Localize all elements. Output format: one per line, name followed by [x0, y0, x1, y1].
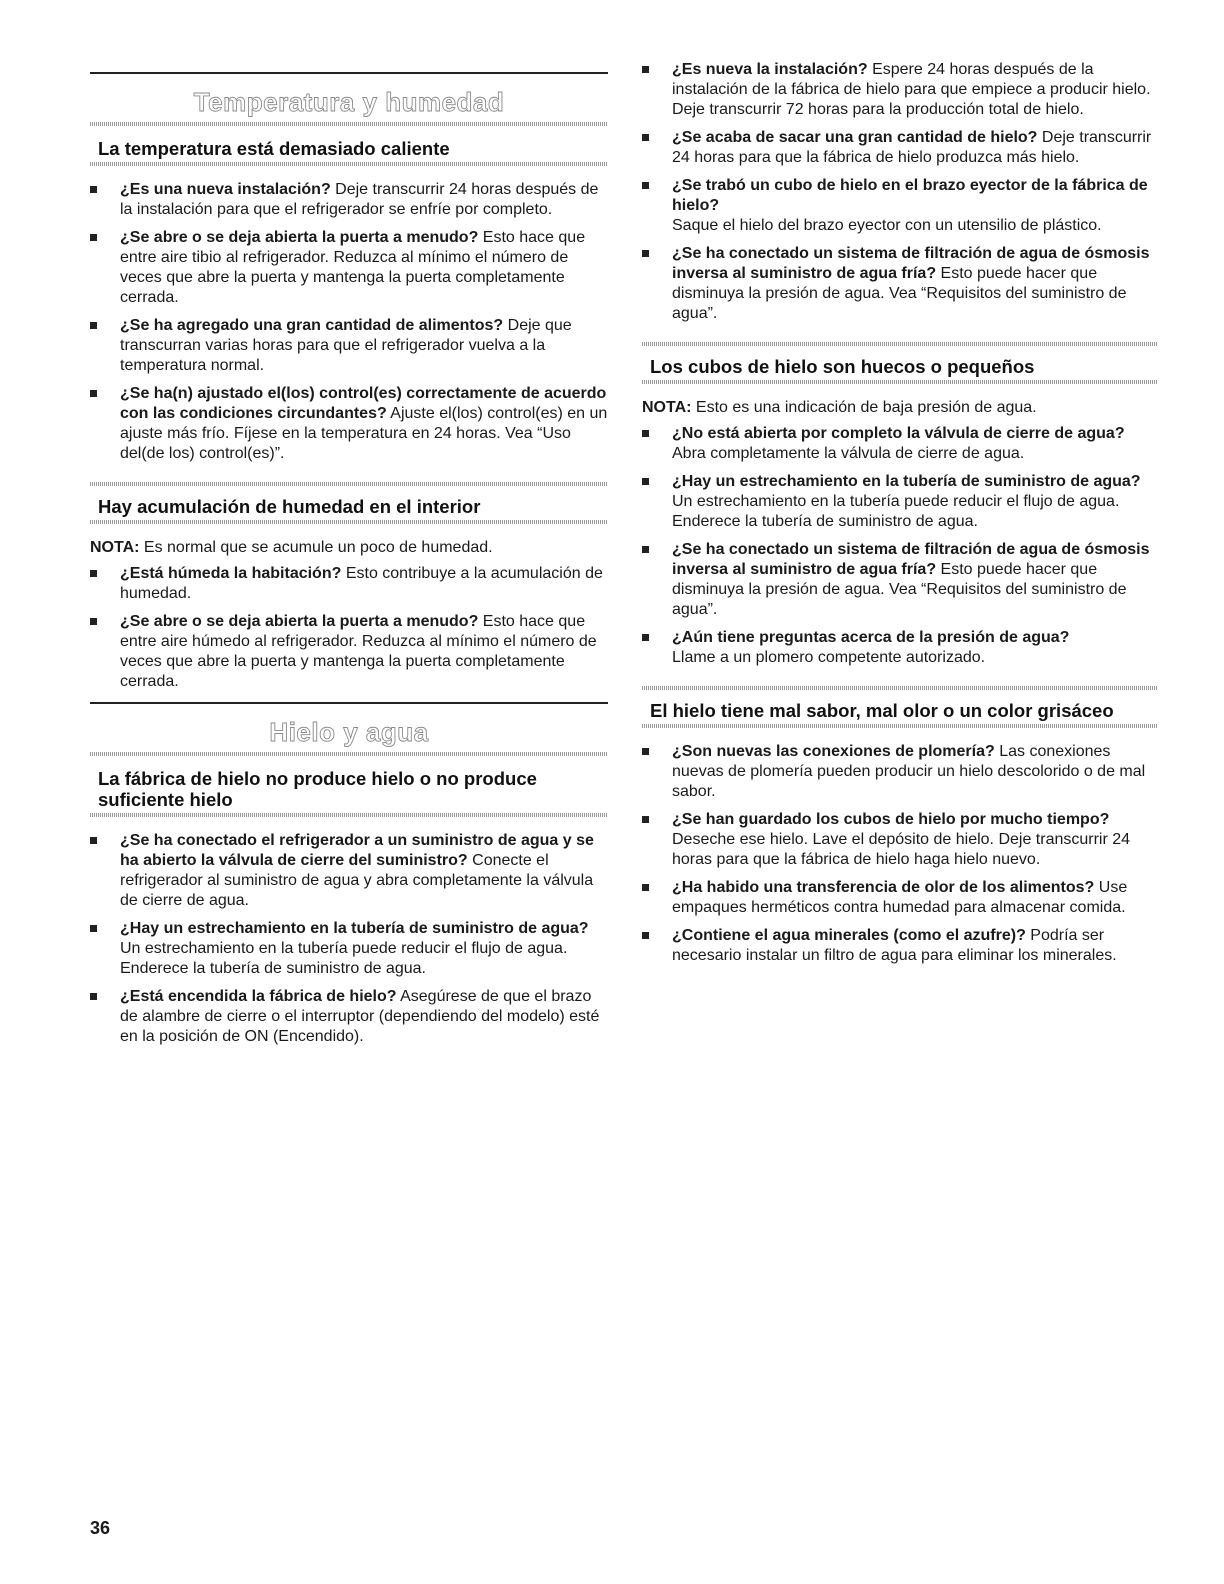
hatch-divider: [642, 724, 1157, 728]
list-item: ¿Se han guardado los cubos de hielo por mucho tiempo? Deseche ese hielo. Lave el depósito de hielo. Deje transcurrir 24 horas para que la fábrica de hielo haga hielo nuevo.: [642, 810, 1157, 870]
bullet-icon: [642, 932, 649, 939]
troubleshooting-list: [90, 564, 608, 692]
list-item: ¿Está húmeda la habitación? Esto contribuye a la acumulación de humedad.: [90, 564, 608, 604]
subheading-fabrica-hielo: [90, 768, 608, 817]
bullet-icon: [642, 634, 649, 641]
subheading-title: Hay acumulación de humedad en el interior: [98, 496, 481, 517]
list-item: ¿Es una nueva instalación? Deje transcurrir 24 horas después de la instalación para que el refrigerador se enfríe por completo.: [90, 180, 608, 220]
bullet-icon: [90, 234, 97, 241]
bullet-icon: [90, 925, 97, 932]
troubleshooting-list: [90, 180, 608, 464]
bullet-icon: [90, 570, 97, 577]
bullet-icon: [642, 816, 649, 823]
bullet-icon: [90, 390, 97, 397]
list-item: ¿Contiene el agua minerales (como el azufre)? Podría ser necesario instalar un filtro de agua para eliminar los minerales.: [642, 926, 1157, 966]
list-item: ¿Se acaba de sacar una gran cantidad de hielo? Deje transcurrir 24 horas para que la fábrica de hielo produzca más hielo.: [642, 128, 1157, 168]
list-item: ¿Se trabó un cubo de hielo en el brazo eyector de la fábrica de hielo? Saque el hielo del brazo eyector con un utensilio de plástico.: [642, 176, 1157, 236]
section-title: Temperatura y humedad: [193, 87, 505, 117]
hatch-divider: [90, 752, 608, 756]
bullet-icon: [642, 546, 649, 553]
subheading-humedad-interior: [90, 482, 608, 524]
list-item: ¿Se ha conectado un sistema de filtración de agua de ósmosis inversa al suministro de agua fría? Esto puede hacer que disminuya la presión de agua. Vea “Requisitos del suministro de agua”.: [642, 244, 1157, 324]
hatch-divider: [90, 813, 608, 817]
section-banner-hielo-agua: [90, 702, 608, 756]
bullet-icon: [90, 837, 97, 844]
hatch-divider: [642, 380, 1157, 384]
bullet-icon: [642, 250, 649, 257]
list-item: ¿Ha habido una transferencia de olor de los alimentos? Use empaques herméticos contra humedad para almacenar comida.: [642, 878, 1157, 918]
section-banner-temperatura: [90, 72, 608, 126]
bullet-icon: [90, 186, 97, 193]
note: NOTA: Es normal que se acumule un poco de humedad.: [90, 539, 493, 556]
note: NOTA: Esto es una indicación de baja presión de agua.: [642, 399, 1037, 416]
list-item: ¿Hay un estrechamiento en la tubería de suministro de agua? Un estrechamiento en la tubería puede reducir el flujo de agua. Enderece la tubería de suministro de agua.: [90, 919, 608, 979]
list-item: ¿Se abre o se deja abierta la puerta a menudo? Esto hace que entre aire tibio al refrigerador. Reduzca al mínimo el número de veces que abre la puerta y mantenga la puerta completamente cerrada.: [90, 228, 608, 308]
right-column: [642, 60, 1157, 974]
bullet-icon: [90, 993, 97, 1000]
subheading-cubos-huecos: [642, 342, 1157, 384]
subheading-title: Los cubos de hielo son huecos o pequeños: [650, 356, 1035, 377]
subheading-temperatura-caliente: [90, 138, 608, 166]
bullet-icon: [90, 322, 97, 329]
bullet-icon: [642, 748, 649, 755]
list-item: ¿Se ha conectado un sistema de filtración de agua de ósmosis inversa al suministro de agua fría? Esto puede hacer que disminuya la presión de agua. Vea “Requisitos del suministro de agua”.: [642, 540, 1157, 620]
bullet-icon: [642, 884, 649, 891]
hatch-divider: [90, 482, 608, 486]
list-item: ¿Se ha agregado una gran cantidad de alimentos? Deje que transcurran varias horas para que el refrigerador vuelva a la temperatura normal.: [90, 316, 608, 376]
troubleshooting-list: [90, 831, 608, 1047]
hatch-divider: [90, 122, 608, 126]
list-item: ¿Se ha conectado el refrigerador a un suministro de agua y se ha abierto la válvula de cierre del suministro? Conecte el refrigerador al suministro de agua y abra completamente la válvula de cierre de agua.: [90, 831, 608, 911]
list-item: ¿Se ha(n) ajustado el(los) control(es) correctamente de acuerdo con las condiciones circundantes? Ajuste el(los) control(es) en un ajuste más frío. Fíjese en la temperatura en 24 horas. Vea “Uso del(de los) control(es)”.: [90, 384, 608, 464]
bullet-icon: [642, 430, 649, 437]
hatch-divider: [642, 686, 1157, 690]
troubleshooting-list: [642, 60, 1157, 324]
bullet-icon: [642, 182, 649, 189]
list-item: ¿Está encendida la fábrica de hielo? Asegúrese de que el brazo de alambre de cierre o el interruptor (dependiendo del modelo) esté en la posición de ON (Encendido).: [90, 987, 608, 1047]
page-number: 36: [90, 1518, 111, 1538]
list-item: ¿Hay un estrechamiento en la tubería de suministro de agua? Un estrechamiento en la tubería puede reducir el flujo de agua. Enderece la tubería de suministro de agua.: [642, 472, 1157, 532]
list-item: ¿Se abre o se deja abierta la puerta a menudo? Esto hace que entre aire húmedo al refrigerador. Reduzca al mínimo el número de veces que abre la puerta y mantenga la puerta completamente cerrada.: [90, 612, 608, 692]
hatch-divider: [642, 342, 1157, 346]
bullet-icon: [90, 618, 97, 625]
section-title: Hielo y agua: [269, 717, 429, 747]
list-item: ¿Es nueva la instalación? Espere 24 horas después de la instalación de la fábrica de hielo para que empiece a producir hielo. Deje transcurrir 72 horas para la producción total de hielo.: [642, 60, 1157, 120]
subheading-title: El hielo tiene mal sabor, mal olor o un color grisáceo: [650, 700, 1114, 721]
list-item: ¿Son nuevas las conexiones de plomería? Las conexiones nuevas de plomería pueden producir un hielo descolorido o de mal sabor.: [642, 742, 1157, 802]
troubleshooting-list: [642, 424, 1157, 668]
subheading-title: La temperatura está demasiado caliente: [98, 138, 450, 159]
hatch-divider: [90, 520, 608, 524]
hatch-divider: [90, 162, 608, 166]
list-item: ¿No está abierta por completo la válvula de cierre de agua? Abra completamente la válvula de cierre de agua.: [642, 424, 1157, 464]
bullet-icon: [642, 478, 649, 485]
bullet-icon: [642, 134, 649, 141]
bullet-icon: [642, 66, 649, 73]
left-column: [90, 60, 608, 1055]
subheading-mal-sabor: [642, 686, 1157, 728]
troubleshooting-list: [642, 742, 1157, 966]
list-item: ¿Aún tiene preguntas acerca de la presión de agua? Llame a un plomero competente autorizado.: [642, 628, 1157, 668]
subheading-title: La fábrica de hielo no produce hielo o no produce suficiente hielo: [98, 768, 537, 810]
